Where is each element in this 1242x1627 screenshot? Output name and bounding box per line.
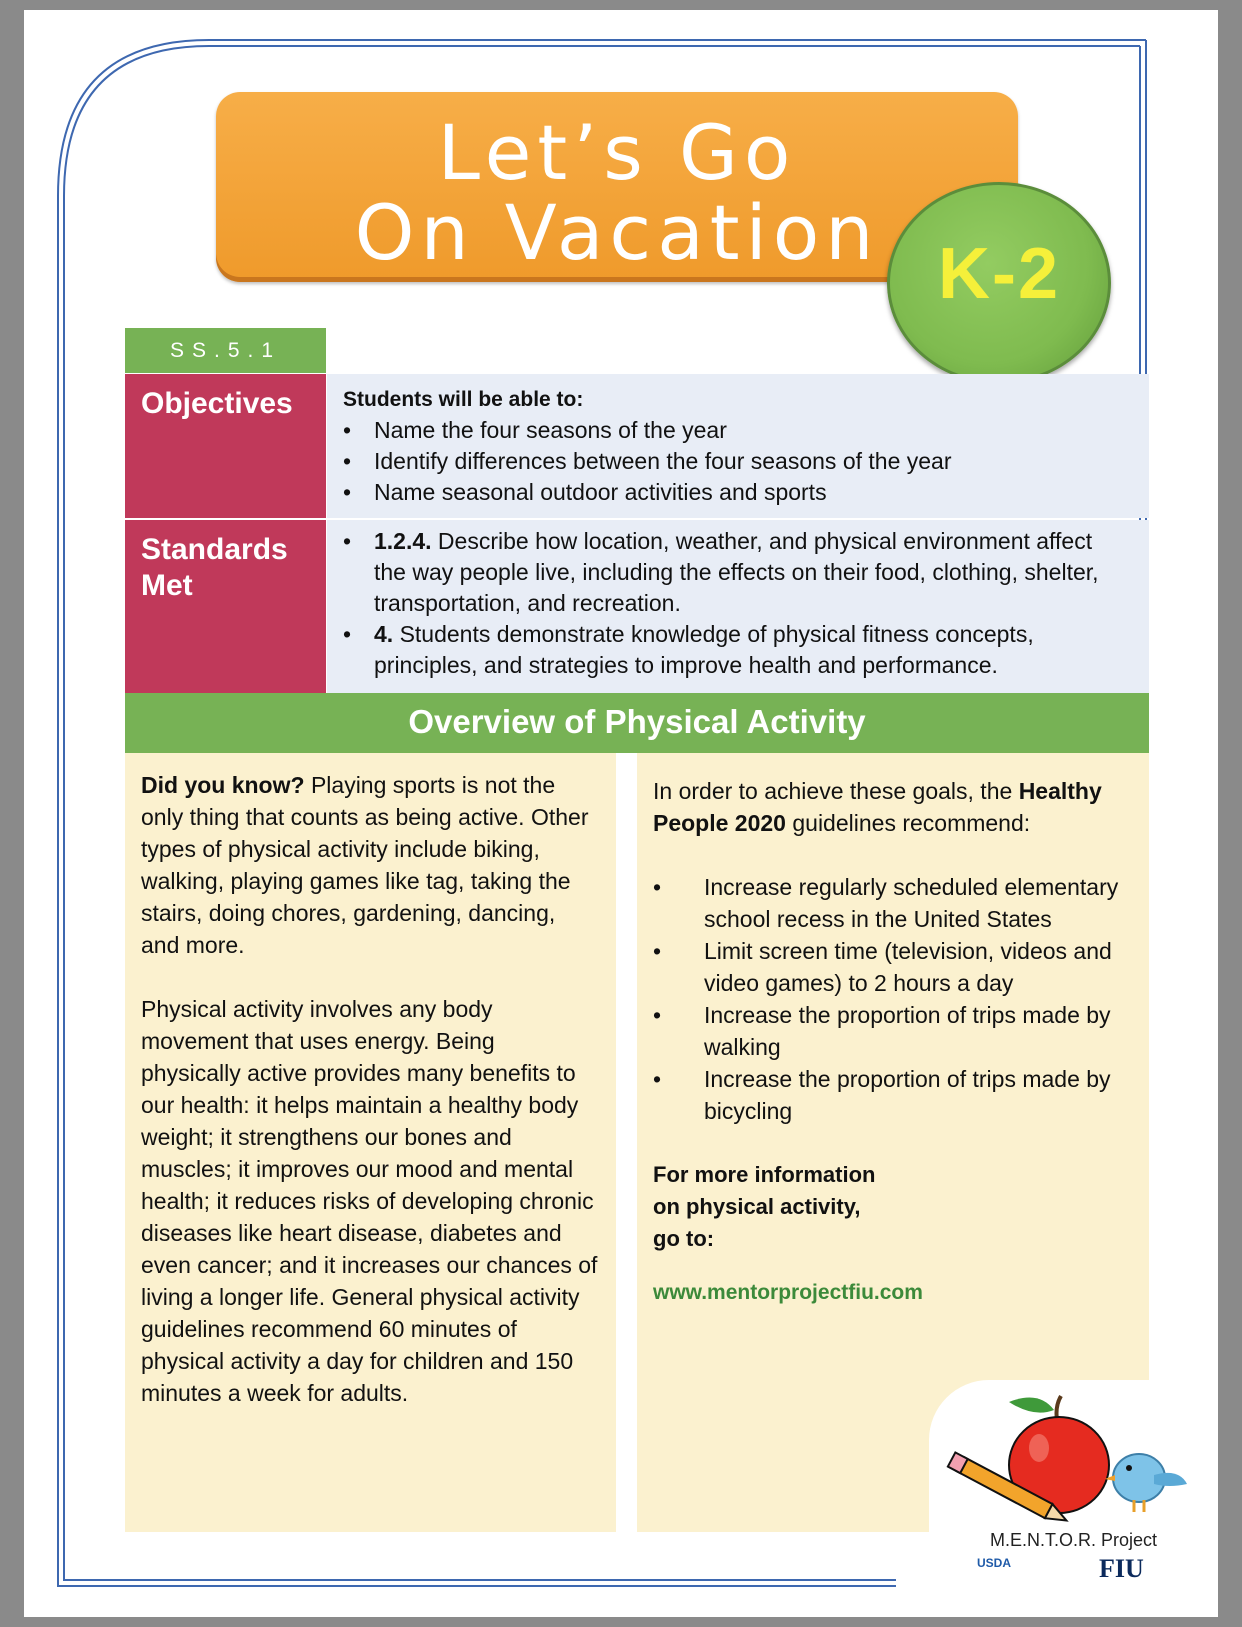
list-item: • Identify differences between the four seasons of the year <box>327 446 1149 477</box>
standard-code: SS.5.1 <box>125 328 326 373</box>
list-item: • Name seasonal outdoor activities and sports <box>327 477 1149 508</box>
more-info-line: For more information <box>653 1162 876 1187</box>
objectives-intro: Students will be able to: <box>343 388 584 411</box>
healthy-people-bold: Healthy People 2020 <box>653 778 1102 836</box>
did-you-know-lead: Did you know? <box>141 772 305 798</box>
objectives-list <box>327 415 1149 508</box>
goals-intro <box>653 775 1135 839</box>
more-info-line: go to: <box>653 1226 715 1251</box>
list-item <box>327 619 1109 681</box>
usda-logo: USDA <box>977 1556 1012 1570</box>
grade-label: K-2 <box>937 234 1060 314</box>
standard-code-bold: 4. <box>374 621 394 647</box>
goals-intro-pre: In order to achieve these goals, the <box>653 778 1019 804</box>
list-item: • Limit screen time (television, videos and video games) to 2 hours a day <box>653 935 1135 999</box>
more-info-line: on physical activity, <box>653 1194 861 1219</box>
list-item <box>327 526 1109 619</box>
activity-paragraph: Physical activity involves any body movement that uses energy. Being physically active provides many benefits to our health: it helps maintain a healthy body weight; it strengthens our bones and muscles; it improves our mood and mental health; it reduces risks of developing chronic diseases like heart disease, diabetes and even cancer; and it increases our chances of living a longer life. General physical activity guidelines recommend 60 minutes of physical activity a day for children and 150 minutes a week for adults. <box>141 996 598 1406</box>
standard-text: Students demonstrate knowledge of physical fitness concepts, principles, and strategies to improve health and performance. <box>374 621 1034 678</box>
more-info-text <box>653 1159 1135 1255</box>
standards-label: Standards Met <box>125 520 326 693</box>
grade-badge <box>887 182 1111 384</box>
website-link[interactable]: www.mentorprojectfiu.com <box>653 1281 923 1304</box>
standards-list <box>327 526 1109 681</box>
list-item: • Increase regularly scheduled elementary school recess in the United States <box>653 871 1135 935</box>
standards-content <box>327 520 1149 693</box>
objectives-label: Objectives <box>125 374 326 518</box>
leaf-icon <box>1009 1398 1054 1413</box>
title-line-2: On Vacation <box>354 188 880 277</box>
standard-text: Describe how location, weather, and physical environment affect the way people live, including the effects on their food, clothing, shelter, transportation, and recreation. <box>374 528 1099 616</box>
goals-intro-post: guidelines recommend: <box>785 810 1031 836</box>
fiu-logo: FIU <box>1099 1554 1144 1583</box>
list-item: • Increase the proportion of trips made by bicycling <box>653 1063 1135 1127</box>
list-item: • Name the four seasons of the year <box>327 415 1149 446</box>
overview-heading: Overview of Physical Activity <box>125 693 1149 753</box>
apple-bird-illustration <box>929 1380 1218 1530</box>
flyer-page <box>24 10 1218 1617</box>
project-name: M.E.N.T.O.R. Project <box>989 1530 1158 1550</box>
did-you-know-paragraph <box>141 769 598 961</box>
goals-list <box>653 871 1135 1127</box>
objectives-content <box>327 374 1149 518</box>
mentor-logo <box>929 1380 1218 1617</box>
overview-left-column <box>125 753 616 1532</box>
title-line-1: Let’s Go <box>437 108 797 197</box>
list-item: • Increase the proportion of trips made by walking <box>653 999 1135 1063</box>
standard-code-bold: 1.2.4. <box>374 528 432 554</box>
did-you-know-text: Playing sports is not the only thing that counts as being active. Other types of physical activity include biking, walking, playing games like tag, taking the stairs, doing chores, gardening, dancing, and more. <box>141 772 589 958</box>
